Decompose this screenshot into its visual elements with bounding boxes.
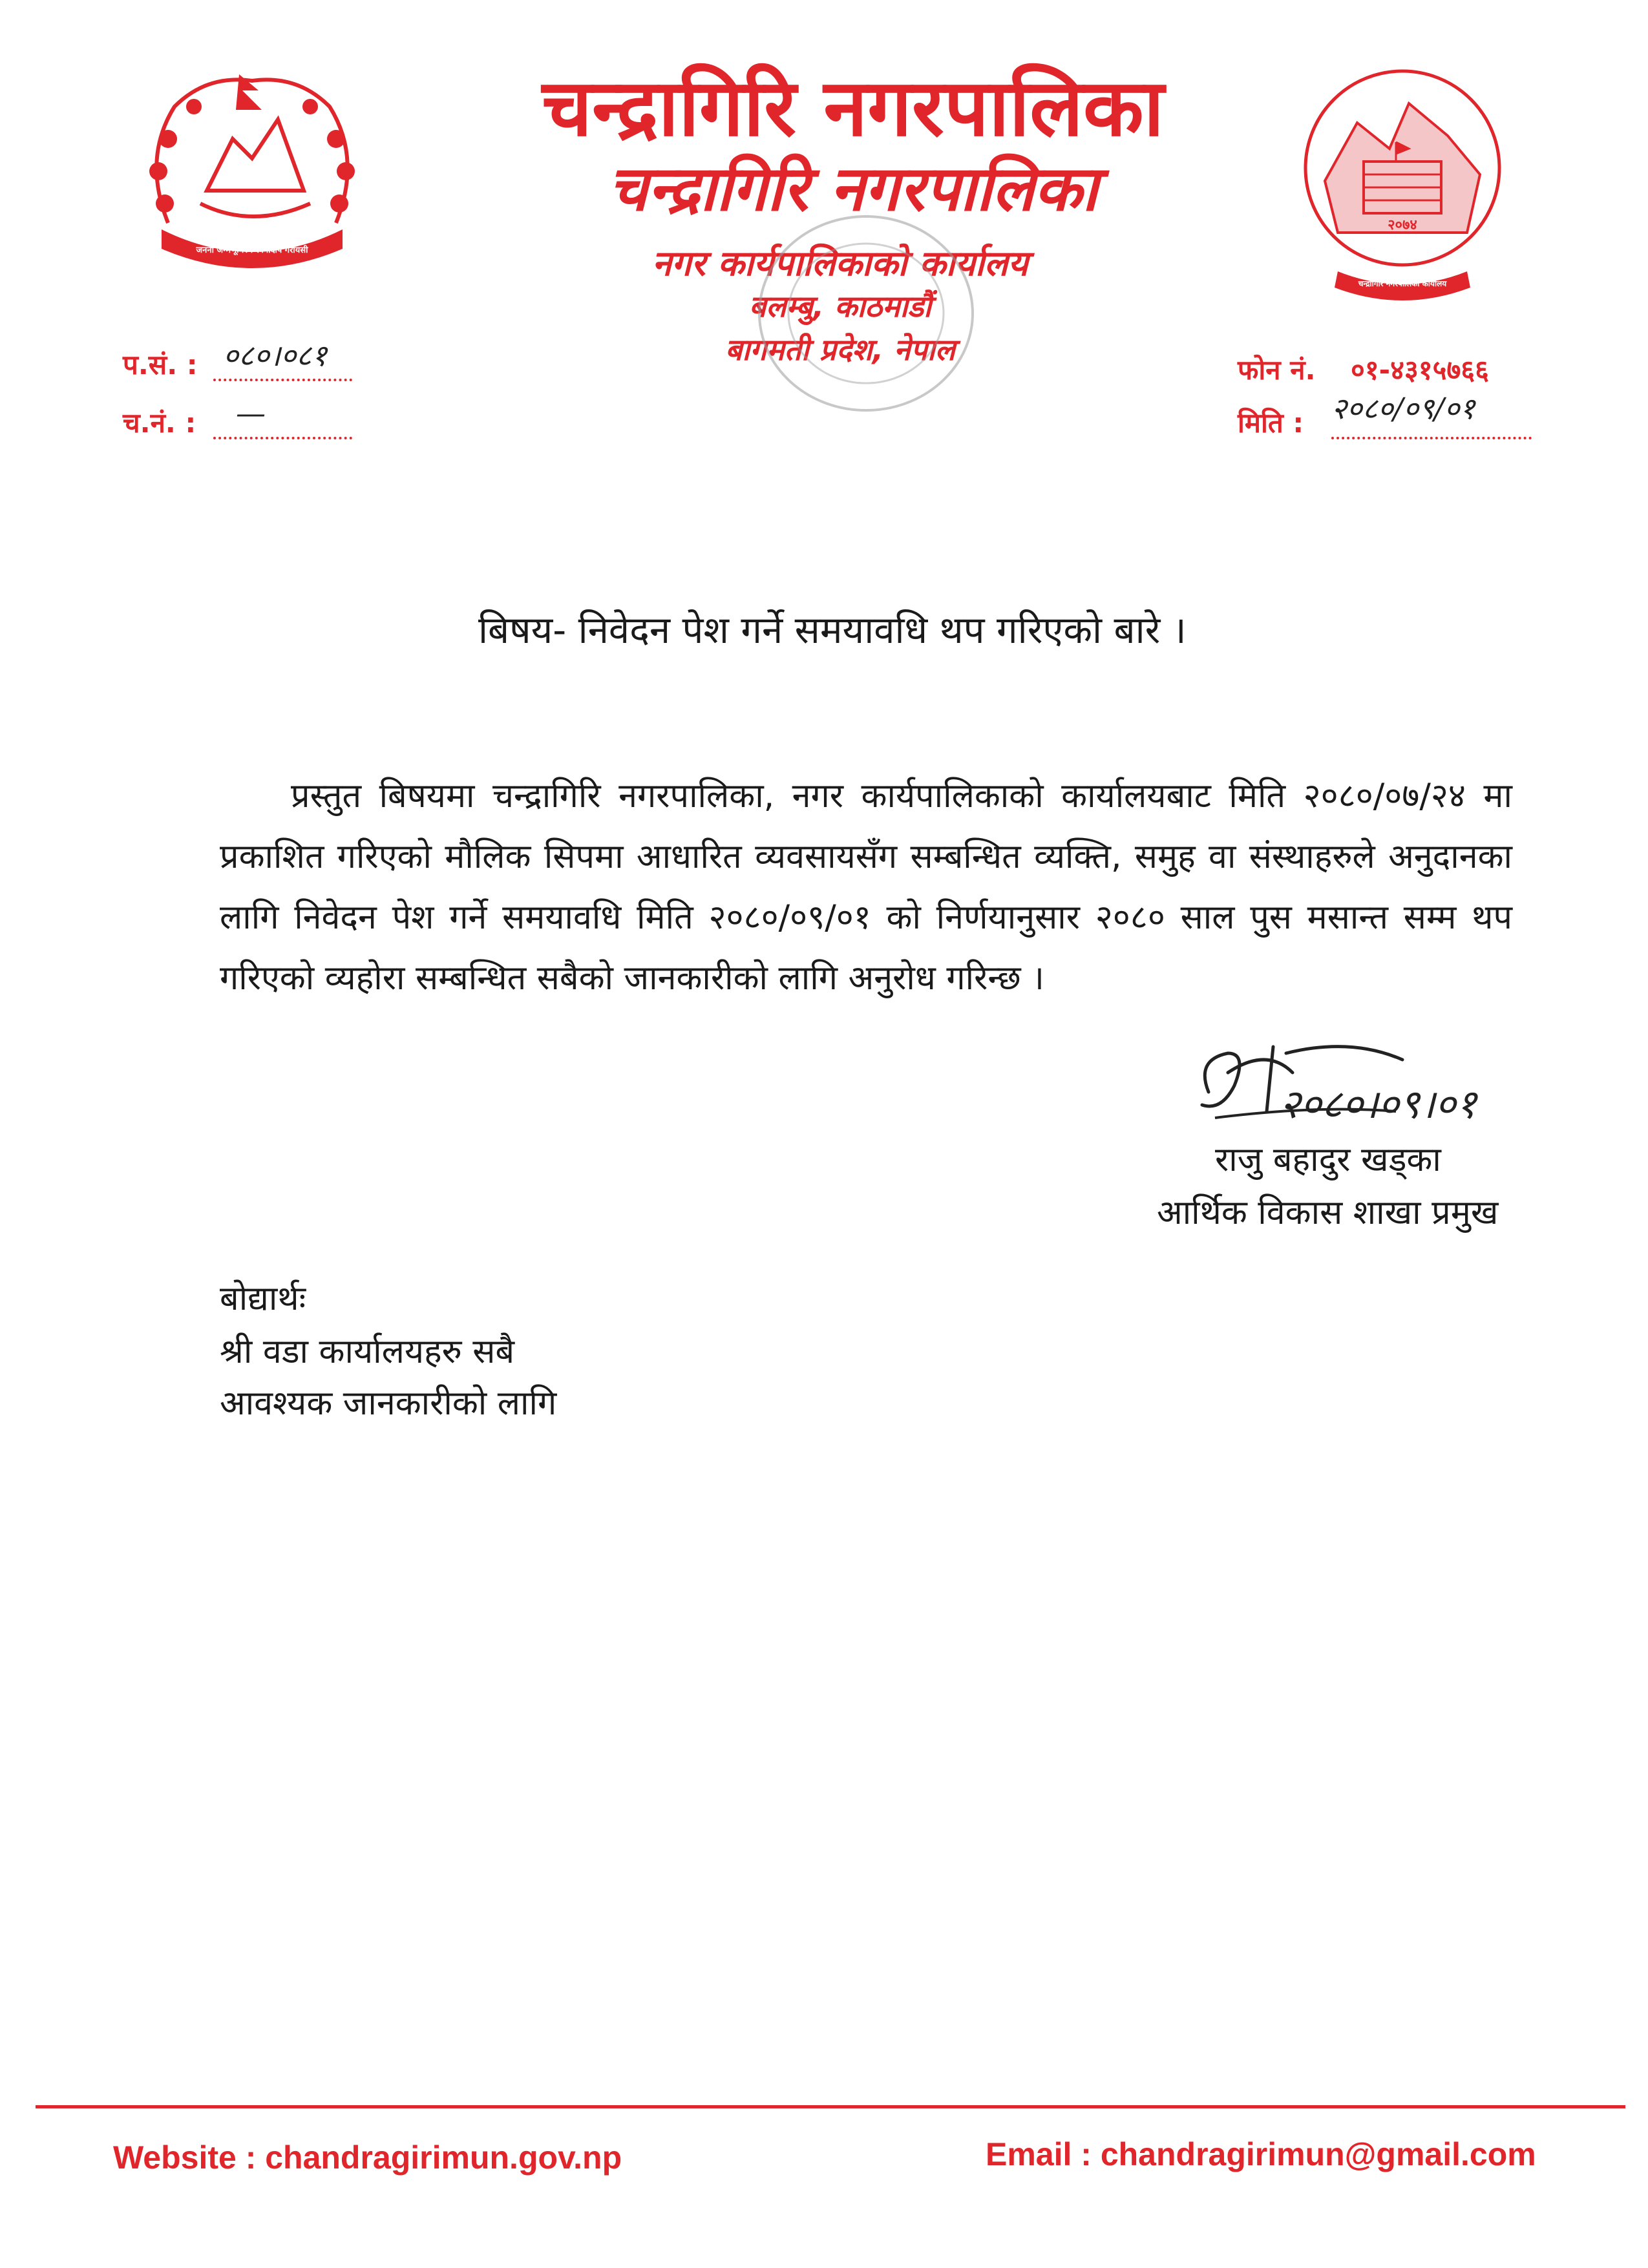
cc-heading: बोद्यार्थः (220, 1279, 306, 1318)
reference-number-value: ०८०।०८१ (223, 338, 327, 373)
reference-number-label: प.सं. : (123, 349, 198, 381)
dispatch-number-label: च.नं. : (123, 407, 196, 439)
phone-value: ०१-४३१५७६६ (1351, 354, 1489, 386)
date-line (1331, 432, 1532, 439)
date-value: २०८०/०९/०१ (1331, 391, 1475, 426)
signatory-name: राजु बहादुर खड्का (1215, 1140, 1441, 1179)
office-stamp (750, 207, 982, 420)
footer-website: Website : chandragirimun.gov.np (113, 2139, 622, 2176)
date-label: मिति : (1238, 407, 1304, 439)
letter-body: प्रस्तुत बिषयमा चन्द्रागिरि नगरपालिका, नगर कार्यपालिकाको कार्यालयबाट मिति २०८०/०७/२४ मा प्रकाशित गरिएको मौलिक सिपमा आधारित व्यवसायसँग सम्बन्धित व्यक्ति, समुह वा संस्थाहरुले अनुदानका लागि निवेदन पेश गर्ने समयावधि मिति २०८०/०९/०१ को निर्णयानुसार २०८० साल पुस मसान्त सम्म थप गरिएको व्यहोरा सम्बन्धित सबैको जानकारीको लागि अनुरोध गरिन्छ । (220, 777, 1512, 998)
logo-caption: चन्द्रागिरि नगरपालिका कार्यालय (1358, 279, 1447, 288)
emblem-motto: जननी जन्मभूमिश्च स्वर्गादपि गरीयसी (196, 246, 308, 255)
municipality-name: चन्द्रागिरि नगरपालिका (542, 62, 1165, 154)
cc-line-2: आवश्यक जानकारीको लागि (220, 1384, 557, 1423)
address-line-2: बागमती प्रदेश, नेपाल (725, 332, 955, 367)
address-line-1: बलम्बु, काठमाडौं (748, 289, 932, 324)
signatory-title: आर्थिक विकास शाखा प्रमुख (1157, 1193, 1499, 1232)
office-name: नगर कार्यपालिकाको कार्यालय (652, 243, 1028, 284)
cc-line-1: श्री वडा कार्यालयहरु सबै (220, 1332, 515, 1371)
footer-divider (36, 2105, 1625, 2108)
logo-year: २०७४ (1388, 217, 1417, 233)
letter-subject: बिषय- निवेदन पेश गर्ने समयावधि थप गरिएको बारे । (478, 608, 1187, 652)
municipality-name-stylized: चन्द्रागिरि नगरपालिका (608, 152, 1098, 225)
signature-date: २०८०।०९।०१ (1280, 1080, 1477, 1128)
phone-label: फोन नं. (1238, 354, 1316, 386)
dispatch-number-line (213, 432, 352, 439)
dispatch-number-value: — (236, 395, 266, 430)
national-emblem (129, 61, 375, 275)
footer-email: Email : chandragirimun@gmail.com (986, 2136, 1536, 2172)
